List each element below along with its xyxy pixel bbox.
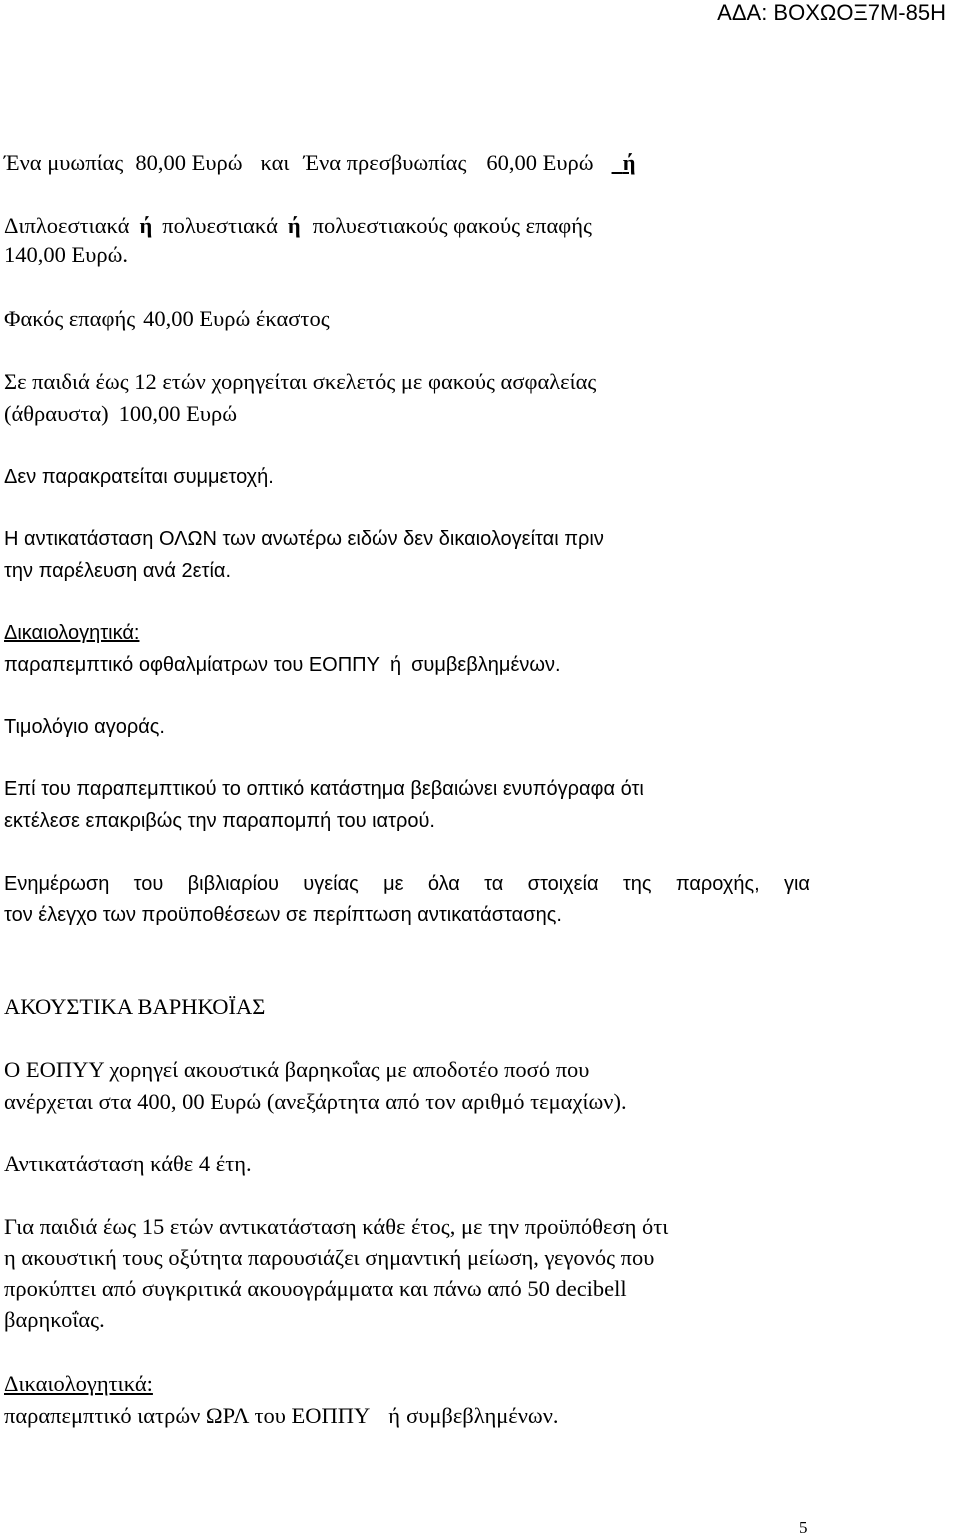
contact-lens-price: 40,00 Ευρώ έκαστος: [143, 306, 330, 331]
presbyopia-price: 60,00 Ευρώ: [486, 150, 594, 175]
hearing-children-line-2: η ακουστική τους οξύτητα παρουσιάζει σημαντική μείωση, γεγονός που: [4, 1245, 655, 1270]
glasses-docs-heading: Δικαιολογητικά:: [4, 622, 140, 644]
hearing-provision-line-1: Ο ΕΟΠΥΥ χορηγεί ακουστικά βαρηκοΐας με αποδοτέο ποσό που: [4, 1057, 590, 1082]
bifocal-label: Διπλοεστιακά: [4, 213, 130, 238]
glasses-prices-line: [4, 148, 636, 178]
and-word: και: [260, 150, 290, 175]
no-contribution: Δεν παρακρατείται συμμετοχή.: [4, 466, 274, 488]
glasses-referral-line: παραπεμπτικό οφθαλμίατρων του ΕΟΠΠΥ ή συμβεβλημένων.: [4, 654, 561, 676]
myopia-label: Ένα μυωπίας: [4, 150, 124, 175]
or-word: ή: [139, 213, 153, 238]
invoice-line: Τιμολόγιο αγοράς.: [4, 716, 165, 738]
presbyopia-label: Ένα πρεσβυωπίας: [303, 150, 467, 175]
hearing-aids-title: ΑΚΟΥΣΤΙΚΑ ΒΑΡΗΚΟΪΑΣ: [4, 994, 266, 1019]
update-line-2: τον έλεγχο των προϋποθέσεων σε περίπτωση αντικατάστασης.: [4, 904, 562, 926]
multifocal-contacts-label: πολυεστιακούς φακούς επαφής: [312, 213, 592, 238]
hearing-provision-line-2: ανέρχεται στα 400, 00 Ευρώ (ανεξάρτητα από τον αριθμό τεμαχίων).: [4, 1089, 627, 1114]
hearing-children-line-1: Για παιδιά έως 15 ετών αντικατάσταση κάθε έτος, με την προϋπόθεση ότι: [4, 1214, 669, 1239]
hearing-replacement: Αντικατάσταση κάθε 4 έτη.: [4, 1151, 252, 1176]
multifocal-label: πολυεστιακά: [162, 213, 278, 238]
certify-line-2: εκτέλεσε επακριβώς την παραπομπή του ιατρού.: [4, 810, 435, 832]
certify-line-1: Επί του παραπεμπτικού το οπτικό κατάστημα βεβαιώνει ενυπόγραφα ότι: [4, 778, 644, 800]
contact-lens-label: Φακός επαφής: [4, 306, 136, 331]
replacement-line-2: την παρέλευση ανά 2ετία.: [4, 560, 232, 582]
or-word: ή: [622, 150, 636, 175]
ada-code: ΑΔΑ: ΒΟΧΩΟΞ7Μ-85Η: [717, 0, 946, 25]
contact-lens-line: [4, 304, 330, 334]
children-glasses-line-1: Σε παιδιά έως 12 ετών χορηγείται σκελετός με φακούς ασφαλείας: [4, 369, 597, 394]
replacement-line-1: Η αντικατάσταση ΟΛΩΝ των ανωτέρω ειδών δεν δικαιολογείται πριν: [4, 528, 604, 550]
update-line-1: Ενημέρωση του βιβλιαρίου υγείας με όλα τα στοιχεία της παροχής, για: [4, 873, 810, 895]
hearing-children-line-3: προκύπτει από συγκριτικά ακουογράμματα και πάνω από 50 decibell: [4, 1276, 627, 1301]
myopia-price: 80,00 Ευρώ: [135, 150, 243, 175]
children-glasses-line-2: (άθραυστα) 100,00 Ευρώ: [4, 401, 238, 426]
hearing-referral-line: παραπεμπτικό ιατρών ΩΡΛ του ΕΟΠΠΥ ή συμβεβλημένων.: [4, 1403, 559, 1428]
combined-price: 140,00 Ευρώ.: [4, 242, 129, 267]
page-number: 5: [799, 1518, 808, 1537]
hearing-children-line-4: βαρηκοΐας.: [4, 1307, 105, 1332]
or-word: ή: [287, 213, 301, 238]
hearing-docs-heading: Δικαιολογητικά:: [4, 1371, 153, 1396]
multifocal-line: [4, 211, 592, 241]
